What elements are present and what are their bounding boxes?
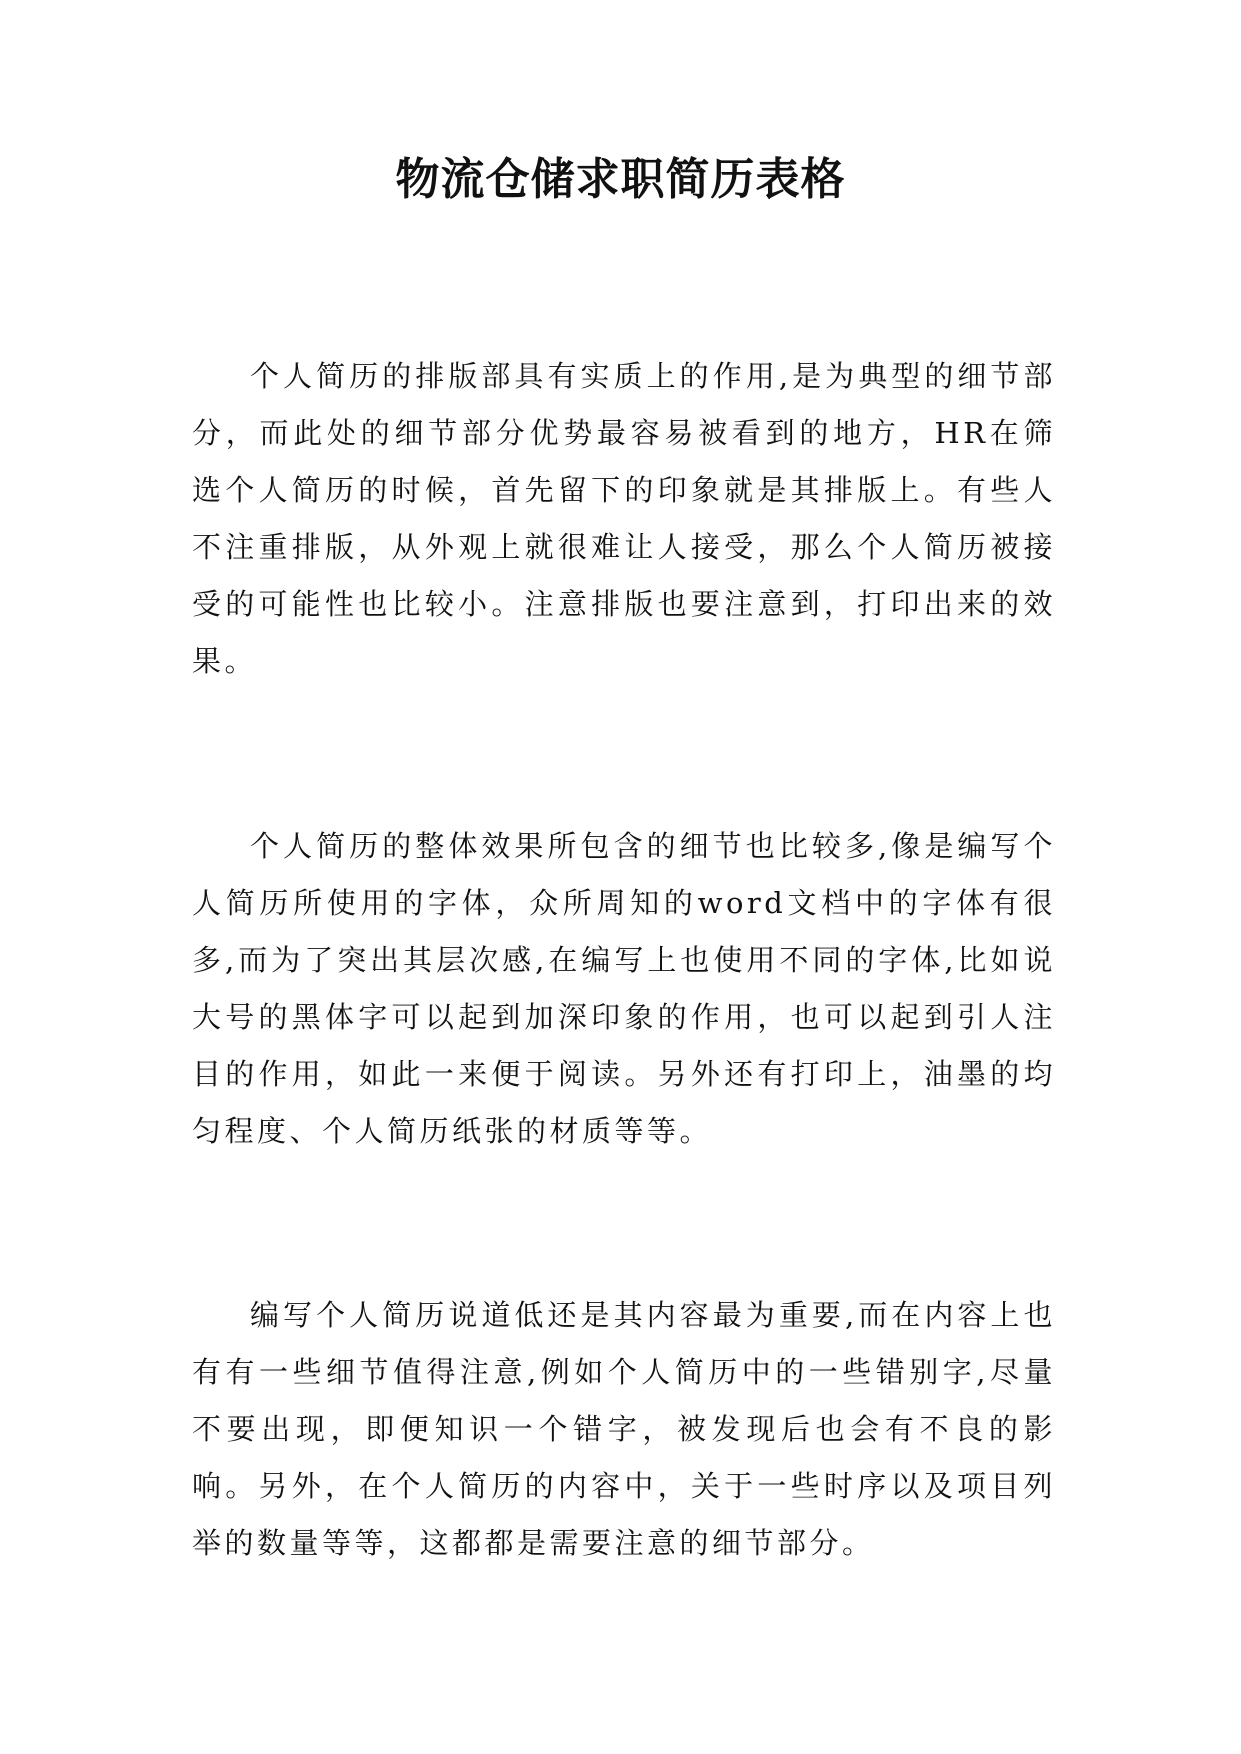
body-paragraph-1: 个人简历的排版部具有实质上的作用,是为典型的细节部分，而此处的细节部分优势最容易被看到的地方，HR在筛选个人简历的时候，首先留下的印象就是其排版上。有些人不注重排版，从外观上就很难让人接受，那么个人简历被接受的可能性也比较小。注意排版也要注意到，打印出来的效果。 (192, 359, 1056, 678)
body-paragraph-3: 编写个人简历说道低还是其内容最为重要,而在内容上也有有一些细节值得注意,例如个人简历中的一些错别字,尽量不要出现，即便知识一个错字，被发现后也会有不良的影响。另外，在个人简历的内容中，关于一些时序以及项目列举的数量等等，这都都是需要注意的细节部分。 (192, 1298, 1056, 1560)
document-title: 物流仓储求职简历表格 (395, 154, 846, 205)
body-paragraph-2: 个人简历的整体效果所包含的细节也比较多,像是编写个人简历所使用的字体，众所周知的word文档中的字体有很多,而为了突出其层次感,在编写上也使用不同的字体,比如说大号的黑体字可以起到加深印象的作用，也可以起到引人注目的作用，如此一来便于阅读。另外还有打印上，油墨的均匀程度、个人简历纸张的材质等等。 (192, 829, 1056, 1148)
